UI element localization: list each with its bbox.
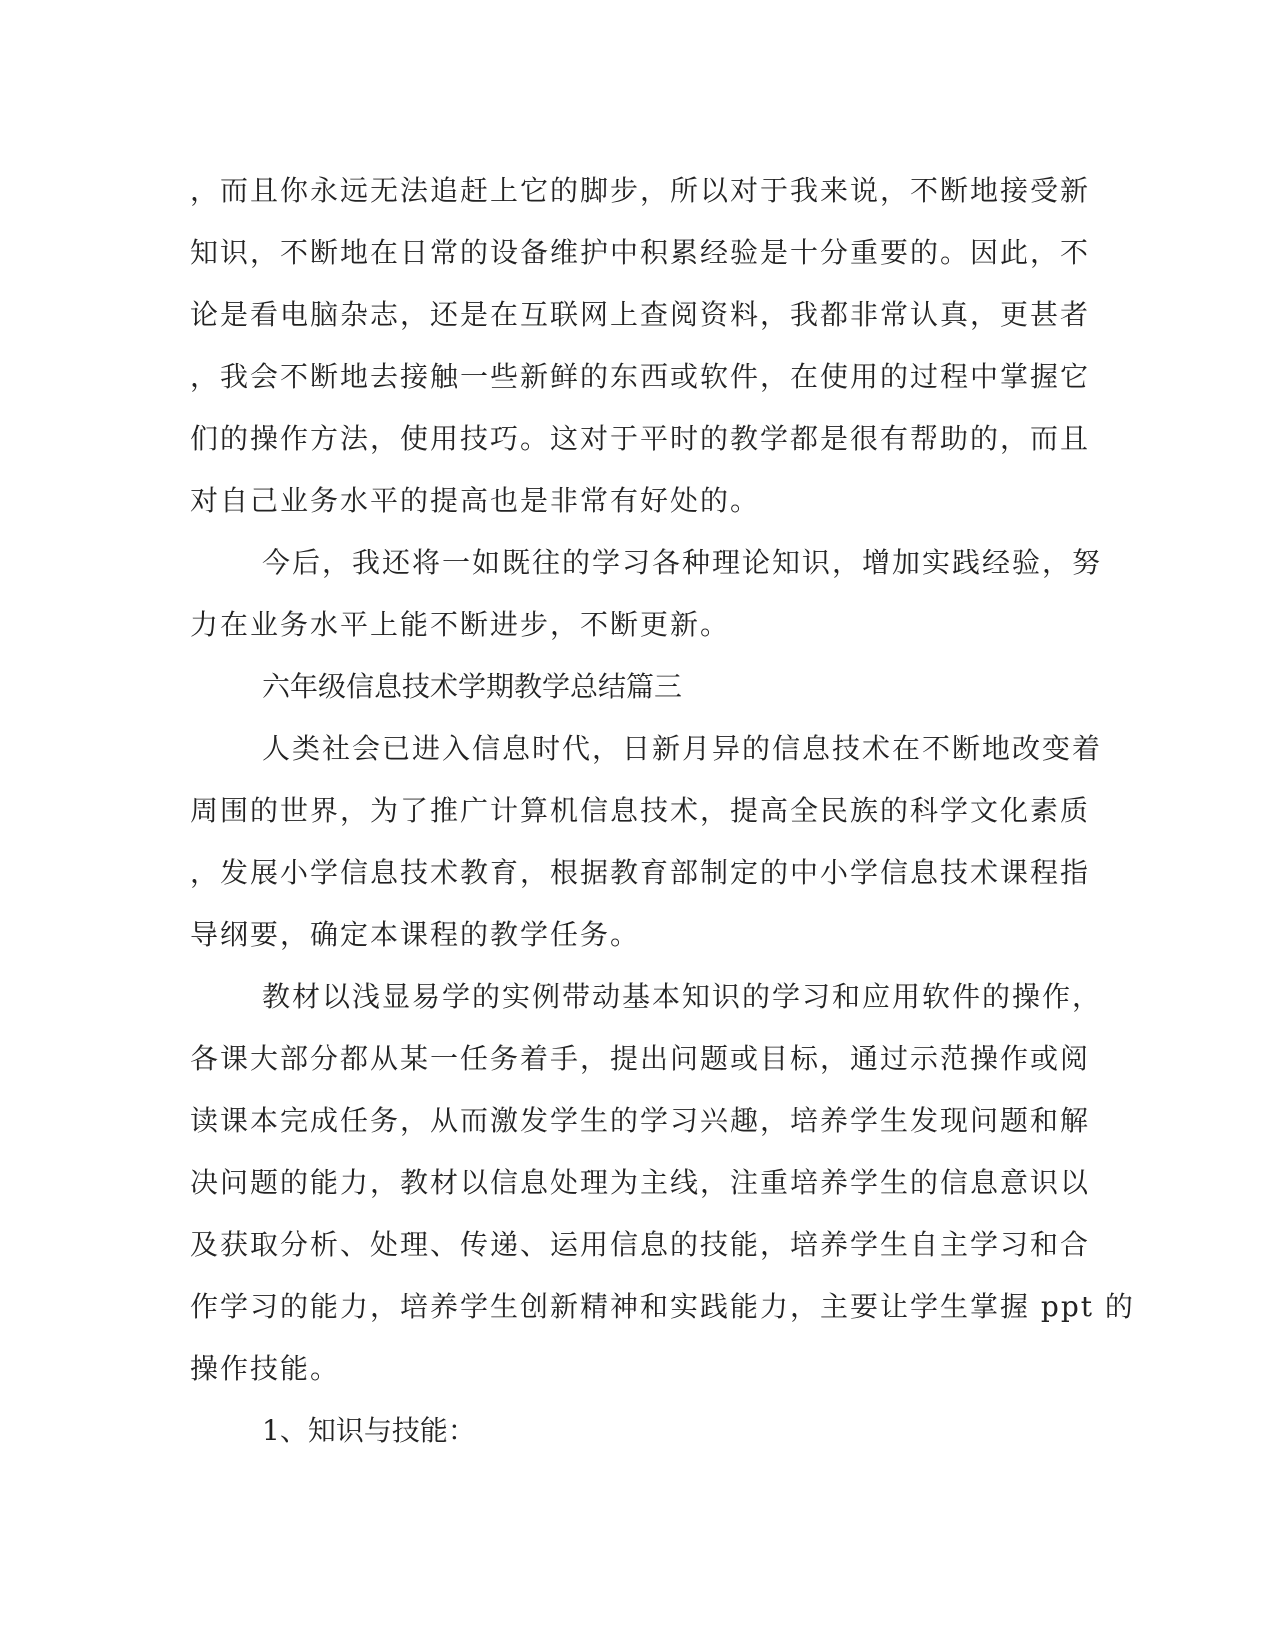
text-line: 力在业务水平上能不断进步，不断更新。	[190, 608, 731, 641]
text-line: ，我会不断地去接触一些新鲜的东西或软件，在使用的过程中掌握它	[190, 360, 1091, 393]
text-line: 决问题的能力，教材以信息处理为主线，注重培养学生的信息意识以	[190, 1166, 1091, 1199]
document-body	[190, 160, 1135, 1462]
text-line: ，而且你永远无法追赶上它的脚步，所以对于我来说，不断地接受新	[190, 174, 1091, 207]
text-line: 及获取分析、处理、传递、运用信息的技能，培养学生自主学习和合	[190, 1228, 1091, 1261]
paragraph-first-line: 今后，我还将一如既往的学习各种理论知识，增加实践经验，努	[262, 546, 1103, 579]
text-line: 对自己业务水平的提高也是非常有好处的。	[190, 484, 761, 517]
text-line: 周围的世界，为了推广计算机信息技术，提高全民族的科学文化素质	[190, 794, 1091, 827]
paragraph-first-line: 人类社会已进入信息时代，日新月异的信息技术在不断地改变着	[262, 732, 1103, 765]
section-heading: 六年级信息技术学期教学总结篇三	[262, 670, 683, 703]
text-line: 们的操作方法，使用技巧。这对于平时的教学都是很有帮助的，而且	[190, 422, 1091, 455]
text-line: 导纲要，确定本课程的教学任务。	[190, 918, 641, 951]
text-line: 读课本完成任务，从而激发学生的学习兴趣，培养学生发现问题和解	[190, 1104, 1091, 1137]
list-heading: 1、知识与技能：	[262, 1414, 476, 1447]
text-line: 知识，不断地在日常的设备维护中积累经验是十分重要的。因此，不	[190, 236, 1091, 269]
paragraph-first-line: 教材以浅显易学的实例带动基本知识的学习和应用软件的操作，	[262, 980, 1103, 1013]
text-line: 论是看电脑杂志，还是在互联网上查阅资料，我都非常认真，更甚者	[190, 298, 1091, 331]
text-line: 操作技能。	[190, 1352, 341, 1385]
text-line: 作学习的能力，培养学生创新精神和实践能力，主要让学生掌握 ppt 的	[190, 1290, 1135, 1323]
text-line: 各课大部分都从某一任务着手，提出问题或目标，通过示范操作或阅	[190, 1042, 1091, 1075]
text-line: ，发展小学信息技术教育，根据教育部制定的中小学信息技术课程指	[190, 856, 1091, 889]
